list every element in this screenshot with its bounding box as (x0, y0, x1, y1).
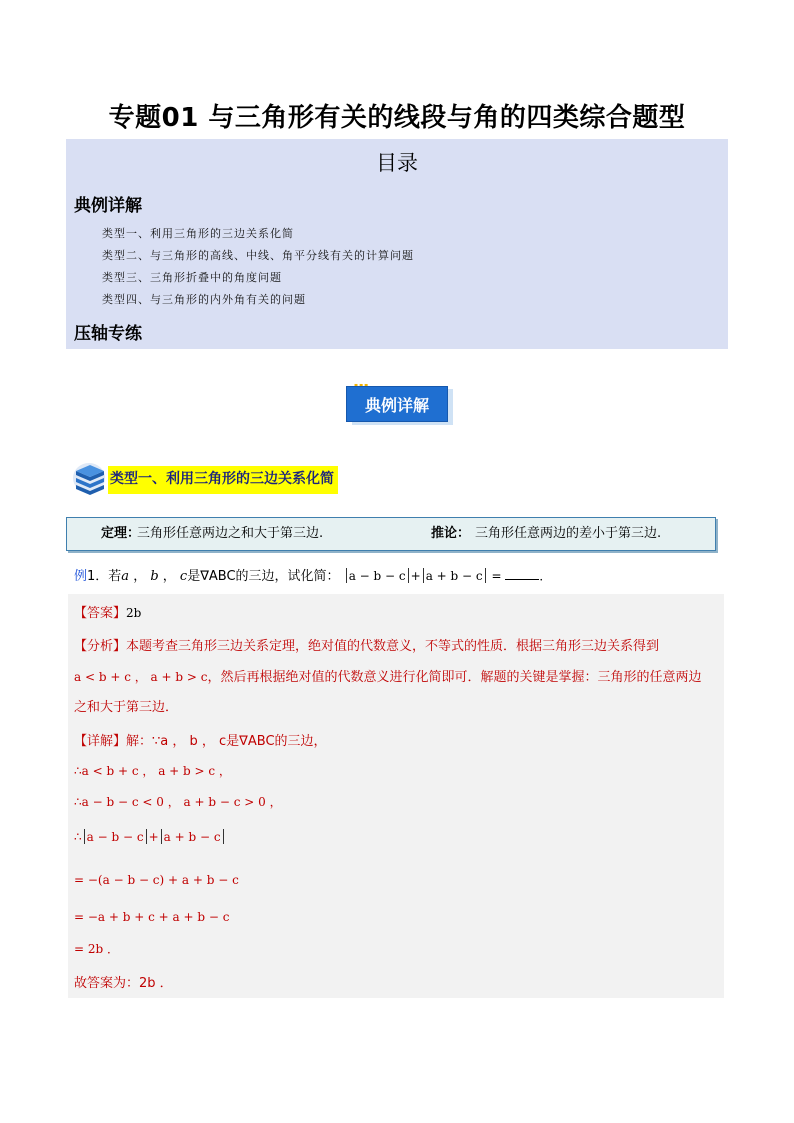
toc-section-practice[interactable]: 压轴专练 (74, 324, 142, 344)
step-5: = −a + b + c + a + b − c (74, 910, 230, 924)
step-6: = 2b ． (74, 942, 120, 956)
abs-term-1: a − b − c (348, 569, 406, 583)
step3-term-2: a + b − c (163, 830, 221, 844)
question-expression: a − b − c + a + b − c = ． (344, 569, 552, 583)
theorem-label: 定理： (101, 526, 141, 541)
analysis-inequality: a < b + c ， a + b > c (74, 670, 208, 684)
toc-item-type3[interactable]: 类型三、三角形折叠中的角度问题 (102, 271, 282, 284)
final-answer: 故答案为：2b ． (74, 976, 173, 991)
therefore-symbol: ∴ (74, 830, 82, 844)
example-question: 例1．若a ， b ， c是∇ABC的三边，试化简： a − b − c + a + b − c = ． (74, 569, 552, 584)
section-banner-label: 典例详解 (346, 386, 448, 422)
toc-section-examples[interactable]: 典例详解 (74, 196, 142, 216)
corollary-text: 三角形任意两边的差小于第三边. (475, 526, 662, 541)
table-of-contents (66, 139, 728, 349)
analysis-label: 【分析】 (74, 639, 127, 654)
detail-label: 【详解】 (74, 734, 127, 749)
analysis-line-2 (74, 666, 702, 685)
analysis-text-2: ，然后再根据绝对值的代数意义进行化简即可．解题的关键是掌握：三角形的任意两边 (207, 670, 702, 685)
type-heading: 类型一、利用三角形的三边关系化简 (108, 466, 338, 494)
answer-label: 【答案】 (74, 606, 127, 621)
toc-item-type1[interactable]: 类型一、利用三角形的三边关系化简 (102, 227, 294, 240)
equals-sign: = (491, 569, 502, 583)
abs-term-2: a + b − c (425, 569, 483, 583)
analysis-line-1 (74, 635, 659, 654)
page-title: 专题01 与三角形有关的线段与角的四类综合题型 (108, 103, 686, 133)
toc-item-type2[interactable]: 类型二、与三角形的高线、中线、角平分线有关的计算问题 (102, 249, 414, 262)
toc-item-type4[interactable]: 类型四、与三角形的内外角有关的问题 (102, 293, 306, 306)
example-marker: 例 (74, 569, 88, 584)
corollary-label: 推论： (431, 526, 471, 541)
theorem-box (66, 517, 716, 551)
theorem-text: 三角形任意两边之和大于第三边. (137, 526, 324, 541)
var-a: a (121, 569, 130, 584)
step-2: ∴a − b − c < 0 ， a + b − c > 0 ， (74, 795, 282, 809)
detail-intro: 解：∵a ， b ， c是∇ABC的三边， (126, 734, 327, 749)
answer-blank (505, 567, 539, 580)
var-b: b (150, 569, 159, 584)
answer-value: 2b (126, 606, 142, 620)
var-c: c (179, 569, 188, 584)
section-banner (346, 383, 456, 427)
analysis-line-3: 之和大于第三边． (74, 700, 179, 715)
analysis-text-1: 本题考查三角形三边关系定理，绝对值的代数意义，不等式的性质．根据三角形三边关系得到 (126, 639, 660, 654)
solution-area (68, 594, 724, 998)
book-stack-icon (72, 461, 108, 495)
step-1: ∴a < b + c ， a + b > c ， (74, 764, 231, 778)
detail-line (74, 730, 327, 749)
question-num: 1．若 (87, 569, 122, 584)
toc-heading: 目录 (376, 151, 418, 175)
step-3: ∴ a − b − c + a + b − c (74, 829, 226, 844)
answer-line (74, 602, 141, 621)
step-4: = −(a − b − c) + a + b − c (74, 873, 239, 887)
question-triangle: 是∇ABC的三边，试化简： (187, 569, 340, 584)
step3-term-1: a − b − c (86, 830, 144, 844)
